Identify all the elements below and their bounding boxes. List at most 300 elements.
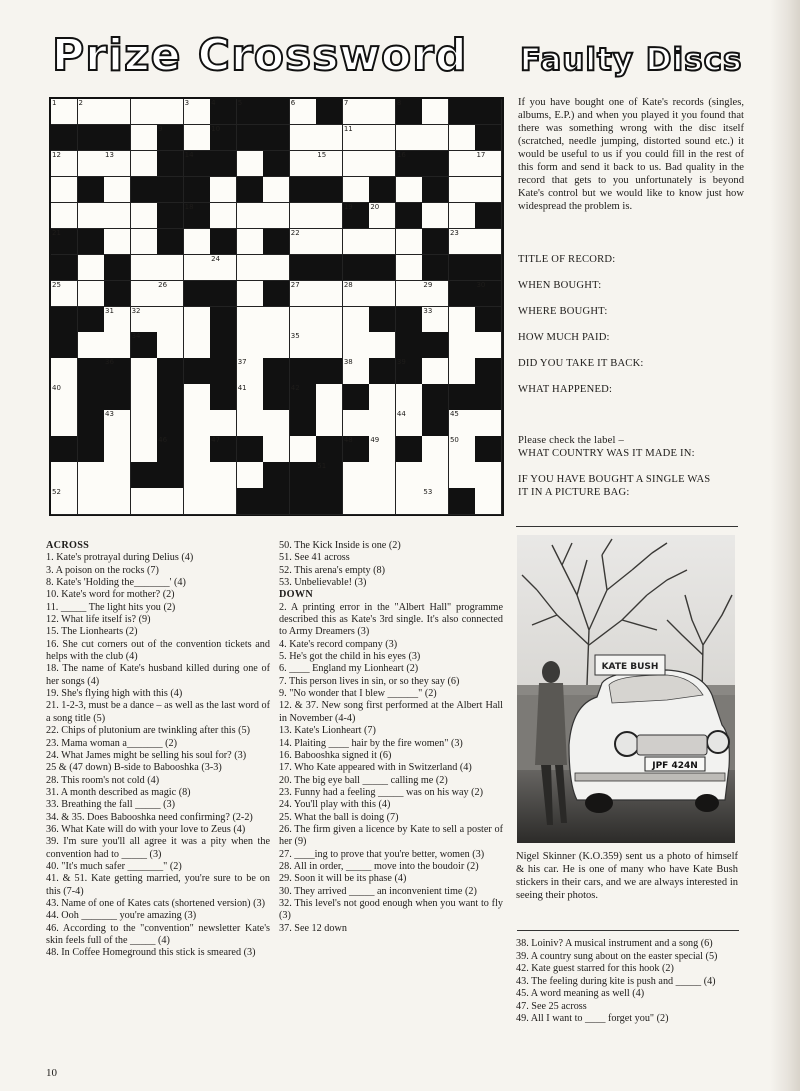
grid-cell-black xyxy=(237,488,264,514)
grid-cell-black xyxy=(78,229,105,255)
grid-cell[interactable] xyxy=(475,410,502,436)
grid-cell[interactable] xyxy=(290,151,317,177)
grid-cell[interactable] xyxy=(290,203,317,229)
grid-cell[interactable] xyxy=(210,462,237,488)
grid-cell[interactable] xyxy=(131,125,158,151)
clue-text: 11. _____ The light hits you (2) xyxy=(46,601,176,613)
grid-cell[interactable] xyxy=(184,488,211,514)
grid-cell[interactable] xyxy=(157,488,184,514)
grid-cell-black xyxy=(157,384,184,410)
clue-number: 25 xyxy=(52,280,61,289)
grid-cell[interactable] xyxy=(237,255,264,281)
grid-cell-black xyxy=(131,332,158,358)
grid-cell-black xyxy=(449,255,476,281)
grid-cell[interactable] xyxy=(449,436,476,462)
grid-cell[interactable] xyxy=(316,384,343,410)
grid-cell[interactable] xyxy=(369,99,396,125)
grid-cell-black xyxy=(369,358,396,384)
grid-cell[interactable] xyxy=(290,229,317,255)
clue-text: 30. They arrived _____ an inconvenient time (2) xyxy=(279,885,477,897)
grid-cell[interactable] xyxy=(290,436,317,462)
clue-number: 51 xyxy=(317,462,327,471)
grid-cell[interactable] xyxy=(369,436,396,462)
grid-cell[interactable] xyxy=(157,99,184,125)
grid-cell-black xyxy=(263,281,290,307)
grid-cell[interactable] xyxy=(290,99,317,125)
grid-cell[interactable] xyxy=(449,203,476,229)
grid-cell[interactable] xyxy=(157,332,184,358)
grid-cell[interactable] xyxy=(104,151,131,177)
grid-cell[interactable] xyxy=(316,332,343,358)
grid-cell[interactable] xyxy=(51,358,78,384)
grid-cell-black xyxy=(184,177,211,203)
grid-cell[interactable] xyxy=(263,307,290,333)
grid-cell[interactable] xyxy=(184,307,211,333)
grid-cell[interactable] xyxy=(422,203,449,229)
grid-cell[interactable] xyxy=(237,229,264,255)
grid-cell[interactable] xyxy=(184,462,211,488)
grid-cell[interactable] xyxy=(131,281,158,307)
grid-cell-black xyxy=(290,462,317,488)
grid-cell[interactable] xyxy=(237,203,264,229)
grid-cell[interactable] xyxy=(157,307,184,333)
grid-cell-black xyxy=(157,358,184,384)
clue-number: 17 xyxy=(476,150,486,159)
grid-cell[interactable] xyxy=(290,281,317,307)
grid-cell[interactable] xyxy=(78,151,105,177)
clue-number: 49 xyxy=(370,436,380,445)
page-binding-shadow xyxy=(770,0,800,1091)
grid-cell-black xyxy=(210,436,237,462)
form-field-where-bought: WHERE BOUGHT: xyxy=(518,306,608,317)
clue-number: 6 xyxy=(290,99,296,107)
clue-number: 13 xyxy=(105,150,114,159)
clue-number: 28 xyxy=(343,280,353,289)
grid-cell-black xyxy=(422,410,449,436)
grid-cell[interactable] xyxy=(449,410,476,436)
grid-cell-black xyxy=(210,358,237,384)
grid-cell[interactable] xyxy=(449,229,476,255)
divider xyxy=(516,526,738,527)
clue-text: 38. Loiniv? A musical instrument and a song (6) xyxy=(516,938,713,949)
grid-cell-black xyxy=(78,358,105,384)
grid-cell[interactable] xyxy=(237,462,264,488)
grid-cell[interactable] xyxy=(316,410,343,436)
clue-number: 3 xyxy=(184,99,190,107)
grid-cell[interactable] xyxy=(343,462,370,488)
clue-text: 28. This room's not cold (4) xyxy=(46,774,160,786)
grid-cell[interactable] xyxy=(449,332,476,358)
grid-cell-black xyxy=(396,151,423,177)
grid-cell[interactable] xyxy=(396,281,423,307)
grid-cell[interactable] xyxy=(104,229,131,255)
grid-cell-black xyxy=(290,488,317,514)
grid-cell[interactable] xyxy=(104,436,131,462)
clue-text: 14. Plaiting ____ hair by the fire women" (3) xyxy=(279,737,463,749)
grid-cell[interactable] xyxy=(290,332,317,358)
grid-cell-black xyxy=(316,436,343,462)
clue-text: 9. "No wonder that I blew ______" (2) xyxy=(279,688,437,700)
grid-cell[interactable] xyxy=(131,410,158,436)
grid-cell[interactable] xyxy=(51,384,78,410)
grid-cell-black xyxy=(210,229,237,255)
grid-cell[interactable] xyxy=(422,358,449,384)
clue-text: 23. Mama woman a_______ (2) xyxy=(46,737,177,749)
grid-cell[interactable] xyxy=(184,384,211,410)
grid-cell[interactable] xyxy=(104,307,131,333)
grid-cell[interactable] xyxy=(449,358,476,384)
grid-cell[interactable] xyxy=(343,488,370,514)
grid-cell[interactable] xyxy=(184,229,211,255)
grid-cell-black xyxy=(422,151,449,177)
grid-cell[interactable] xyxy=(475,229,502,255)
grid-cell[interactable] xyxy=(237,358,264,384)
clue-text: 1. Kate's protrayal during Delius (4) xyxy=(46,552,194,564)
grid-cell[interactable] xyxy=(343,307,370,333)
grid-cell[interactable] xyxy=(210,255,237,281)
grid-cell[interactable] xyxy=(343,332,370,358)
grid-cell[interactable] xyxy=(157,255,184,281)
grid-cell[interactable] xyxy=(290,125,317,151)
grid-cell[interactable] xyxy=(210,488,237,514)
grid-cell[interactable] xyxy=(316,281,343,307)
grid-cell[interactable] xyxy=(369,229,396,255)
grid-cell[interactable] xyxy=(263,203,290,229)
grid-cell[interactable] xyxy=(422,436,449,462)
grid-cell-black xyxy=(343,384,370,410)
grid-cell-black xyxy=(316,255,343,281)
grid-cell-black xyxy=(290,255,317,281)
grid-cell[interactable] xyxy=(131,307,158,333)
clue-text: 45. A word meaning as well (4) xyxy=(516,988,645,999)
grid-cell[interactable] xyxy=(237,410,264,436)
grid-cell[interactable] xyxy=(369,332,396,358)
grid-cell[interactable] xyxy=(78,462,105,488)
grid-cell-black xyxy=(104,358,131,384)
grid-cell[interactable] xyxy=(449,125,476,151)
grid-cell[interactable] xyxy=(396,177,423,203)
clue-number: 41 xyxy=(237,384,247,393)
grid-cell-black xyxy=(210,384,237,410)
grid-cell[interactable] xyxy=(51,462,78,488)
grid-cell[interactable] xyxy=(343,229,370,255)
grid-cell-black xyxy=(184,203,211,229)
grid-cell-black xyxy=(131,177,158,203)
grid-cell[interactable] xyxy=(475,462,502,488)
grid-cell[interactable] xyxy=(449,151,476,177)
grid-cell[interactable] xyxy=(104,410,131,436)
clue-number: 45 xyxy=(449,410,459,419)
section-title-faulty-discs: Faulty Discs xyxy=(520,42,743,78)
grid-cell[interactable] xyxy=(184,410,211,436)
grid-cell[interactable] xyxy=(78,255,105,281)
grid-cell[interactable] xyxy=(343,99,370,125)
grid-cell-black xyxy=(316,488,343,514)
grid-cell[interactable] xyxy=(184,436,211,462)
clue-text: 24. What James might be selling his soul for? (3) xyxy=(46,749,247,761)
grid-cell-black xyxy=(263,229,290,255)
grid-cell[interactable] xyxy=(316,229,343,255)
grid-cell-black xyxy=(343,203,370,229)
grid-cell[interactable] xyxy=(210,410,237,436)
grid-cell-black xyxy=(78,384,105,410)
grid-cell[interactable] xyxy=(449,462,476,488)
grid-cell[interactable] xyxy=(131,436,158,462)
clue-text: 27. ____ing to prove that you're better, women (3) xyxy=(279,848,485,860)
grid-cell[interactable] xyxy=(184,332,211,358)
down-heading: DOWN xyxy=(279,589,314,601)
grid-cell-black xyxy=(263,99,290,125)
license-plate-text: JPF 424N xyxy=(652,761,698,771)
clue-number: 21 xyxy=(52,228,61,237)
grid-cell[interactable] xyxy=(316,151,343,177)
grid-cell[interactable] xyxy=(396,125,423,151)
grid-cell[interactable] xyxy=(51,281,78,307)
clue-number: 47 xyxy=(211,436,221,445)
clues-list-across-continued xyxy=(279,540,503,589)
grid-cell[interactable] xyxy=(51,99,78,125)
grid-cell[interactable] xyxy=(237,281,264,307)
form-field-country: WHAT COUNTRY WAS IT MADE IN: xyxy=(518,448,695,459)
grid-cell[interactable] xyxy=(104,177,131,203)
grid-cell[interactable] xyxy=(343,358,370,384)
grid-cell-black xyxy=(369,307,396,333)
grid-cell-black xyxy=(157,151,184,177)
clue-number: 16 xyxy=(396,150,406,159)
grid-cell[interactable] xyxy=(51,151,78,177)
grid-cell[interactable] xyxy=(184,99,211,125)
clue-number: 12 xyxy=(52,150,61,159)
page-number: 10 xyxy=(46,1067,57,1079)
grid-cell-black xyxy=(78,177,105,203)
grid-cell-black xyxy=(343,436,370,462)
clue-text: 32. This level's not good enough when you want to fly (3) xyxy=(279,897,503,922)
clue-number: 5 xyxy=(237,99,243,107)
grid-cell-black xyxy=(449,488,476,514)
grid-cell[interactable] xyxy=(51,203,78,229)
grid-cell-black xyxy=(475,203,502,229)
grid-cell[interactable] xyxy=(104,488,131,514)
grid-cell[interactable] xyxy=(369,462,396,488)
grid-cell[interactable] xyxy=(78,203,105,229)
grid-cell[interactable] xyxy=(131,358,158,384)
grid-cell[interactable] xyxy=(422,125,449,151)
form-field-title: TITLE OF RECORD: xyxy=(518,254,616,265)
clue-number: 9 xyxy=(158,124,163,133)
grid-cell-black xyxy=(422,255,449,281)
grid-cell[interactable] xyxy=(369,151,396,177)
grid-cell[interactable] xyxy=(422,488,449,514)
grid-cell[interactable] xyxy=(396,410,423,436)
grid-cell[interactable] xyxy=(51,177,78,203)
grid-cell-black xyxy=(78,307,105,333)
grid-cell[interactable] xyxy=(343,410,370,436)
grid-cell[interactable] xyxy=(396,462,423,488)
clue-text: 29. Soon it will be its phase (4) xyxy=(279,873,407,885)
grid-cell[interactable] xyxy=(343,281,370,307)
grid-cell[interactable] xyxy=(369,203,396,229)
grid-cell[interactable] xyxy=(475,177,502,203)
grid-cell-black xyxy=(263,488,290,514)
grid-cell-black xyxy=(316,358,343,384)
grid-cell[interactable] xyxy=(369,410,396,436)
grid-cell-black xyxy=(475,358,502,384)
grid-cell[interactable] xyxy=(316,307,343,333)
grid-cell-black xyxy=(263,358,290,384)
grid-cell[interactable] xyxy=(449,307,476,333)
grid-cell[interactable] xyxy=(475,488,502,514)
grid-cell-black xyxy=(422,332,449,358)
grid-cell-black xyxy=(263,125,290,151)
grid-cell[interactable] xyxy=(290,307,317,333)
grid-cell[interactable] xyxy=(131,384,158,410)
grid-cell[interactable] xyxy=(343,177,370,203)
clue-text: 5. He's got the child in his eyes (3) xyxy=(279,651,421,663)
grid-cell-black xyxy=(210,125,237,151)
grid-cell[interactable] xyxy=(78,281,105,307)
grid-cell-black xyxy=(263,384,290,410)
grid-cell[interactable] xyxy=(237,151,264,177)
grid-cell[interactable] xyxy=(237,307,264,333)
clue-number: 20 xyxy=(370,202,380,211)
grid-cell[interactable] xyxy=(51,410,78,436)
grid-cell[interactable] xyxy=(157,281,184,307)
clue-text: 8. Kate's 'Holding the_______' (4) xyxy=(46,577,186,589)
clues-column-1 xyxy=(46,540,270,960)
clue-number: 27 xyxy=(290,280,300,289)
clue-text: 34. & 35. Does Babooshka need confirming? (2-2) xyxy=(46,811,253,823)
clue-text: 16. Babooshka signed it (6) xyxy=(279,749,392,761)
grid-cell[interactable] xyxy=(369,125,396,151)
grid-cell-black xyxy=(78,125,105,151)
grid-cell[interactable] xyxy=(396,229,423,255)
clue-number: 2 xyxy=(78,99,83,107)
grid-cell[interactable] xyxy=(422,281,449,307)
grid-cell[interactable] xyxy=(343,125,370,151)
grid-cell-black xyxy=(157,410,184,436)
grid-cell[interactable] xyxy=(131,99,158,125)
grid-cell[interactable] xyxy=(343,151,370,177)
grid-cell[interactable] xyxy=(369,384,396,410)
grid-cell-black xyxy=(369,255,396,281)
clue-text: 23. Funny had a feeling _____ was on his way (2) xyxy=(279,786,483,798)
grid-cell[interactable] xyxy=(263,332,290,358)
clue-number: 18 xyxy=(184,202,194,211)
grid-cell[interactable] xyxy=(422,307,449,333)
grid-cell-black xyxy=(210,332,237,358)
photo-caption: Nigel Skinner (K.O.359) sent us a photo of himself & his car. He is one of many who have Kate Bush stickers in their cars, and we are always interested in seeing their photos. xyxy=(516,851,738,901)
clue-text: 15. The Lionhearts (2) xyxy=(46,626,138,638)
grid-cell-black xyxy=(210,99,237,125)
grid-cell-black xyxy=(475,281,502,307)
grid-cell[interactable] xyxy=(104,332,131,358)
clue-number: 48 xyxy=(343,436,353,445)
grid-cell[interactable] xyxy=(369,281,396,307)
grid-cell[interactable] xyxy=(210,177,237,203)
grid-cell-black xyxy=(422,384,449,410)
grid-cell[interactable] xyxy=(131,151,158,177)
grid-cell[interactable] xyxy=(449,177,476,203)
grid-cell[interactable] xyxy=(475,151,502,177)
form-field-what-happened: WHAT HAPPENED: xyxy=(518,384,613,395)
clue-number: 15 xyxy=(317,150,327,159)
form-field-single: IF YOU HAVE BOUGHT A SINGLE WAS xyxy=(518,474,711,485)
grid-cell[interactable] xyxy=(210,203,237,229)
grid-cell[interactable] xyxy=(78,488,105,514)
grid-cell[interactable] xyxy=(422,99,449,125)
grid-cell[interactable] xyxy=(396,255,423,281)
clue-text: 31. A month described as magic (8) xyxy=(46,786,191,798)
grid-cell-black xyxy=(290,177,317,203)
grid-cell[interactable] xyxy=(263,177,290,203)
grid-cell[interactable] xyxy=(78,99,105,125)
grid-cell[interactable] xyxy=(475,332,502,358)
clue-text: 7. This person lives in sin, or so they say (6) xyxy=(279,675,460,687)
grid-cell[interactable] xyxy=(184,255,211,281)
grid-cell[interactable] xyxy=(396,488,423,514)
grid-cell[interactable] xyxy=(316,203,343,229)
clue-text: 40. "It's much safer _______" (2) xyxy=(46,860,182,872)
grid-cell[interactable] xyxy=(369,488,396,514)
grid-cell[interactable] xyxy=(78,332,105,358)
grid-cell-black xyxy=(104,125,131,151)
grid-cell-black xyxy=(396,307,423,333)
page-title: Prize Crossword xyxy=(52,30,468,81)
car-sign-text: KATE BUSH xyxy=(601,662,659,672)
clue-number: 10 xyxy=(211,124,221,133)
grid-cell[interactable] xyxy=(131,203,158,229)
grid-cell[interactable] xyxy=(237,384,264,410)
grid-cell-black xyxy=(210,281,237,307)
grid-cell[interactable] xyxy=(104,462,131,488)
clue-text: 44. Ooh _______ you're amazing (3) xyxy=(46,910,197,922)
grid-cell[interactable] xyxy=(131,488,158,514)
clues-list-down xyxy=(279,602,503,935)
grid-cell[interactable] xyxy=(184,125,211,151)
grid-cell[interactable] xyxy=(131,229,158,255)
grid-cell[interactable] xyxy=(104,203,131,229)
form-field-how-much: HOW MUCH PAID: xyxy=(518,332,610,343)
grid-cell[interactable] xyxy=(263,410,290,436)
grid-cell-black xyxy=(184,151,211,177)
clue-number: 8 xyxy=(396,99,402,107)
grid-cell[interactable] xyxy=(422,462,449,488)
clue-number: 29 xyxy=(423,280,433,289)
grid-cell-black xyxy=(51,125,78,151)
grid-cell-black xyxy=(396,99,423,125)
grid-cell[interactable] xyxy=(263,255,290,281)
grid-cell-black xyxy=(51,307,78,333)
grid-cell[interactable] xyxy=(396,384,423,410)
clue-text: 46. According to the "convention" newsletter Kate's skin feels full of the _____ (4) xyxy=(46,922,270,946)
clue-number: 7 xyxy=(343,99,349,107)
grid-cell[interactable] xyxy=(263,436,290,462)
grid-cell[interactable] xyxy=(131,255,158,281)
clue-text: 36. What Kate will do with your love to Zeus (4) xyxy=(46,823,246,835)
grid-cell[interactable] xyxy=(316,125,343,151)
grid-cell-black xyxy=(51,332,78,358)
grid-cell-black xyxy=(51,229,78,255)
grid-cell[interactable] xyxy=(104,99,131,125)
grid-cell[interactable] xyxy=(237,332,264,358)
grid-cell-black xyxy=(290,384,317,410)
clue-text: 37. See 12 down xyxy=(279,922,347,934)
grid-cell-black xyxy=(449,384,476,410)
divider xyxy=(517,930,739,931)
clue-number: 24 xyxy=(211,254,221,263)
clue-number: 34 xyxy=(131,332,141,341)
grid-cell[interactable] xyxy=(51,488,78,514)
